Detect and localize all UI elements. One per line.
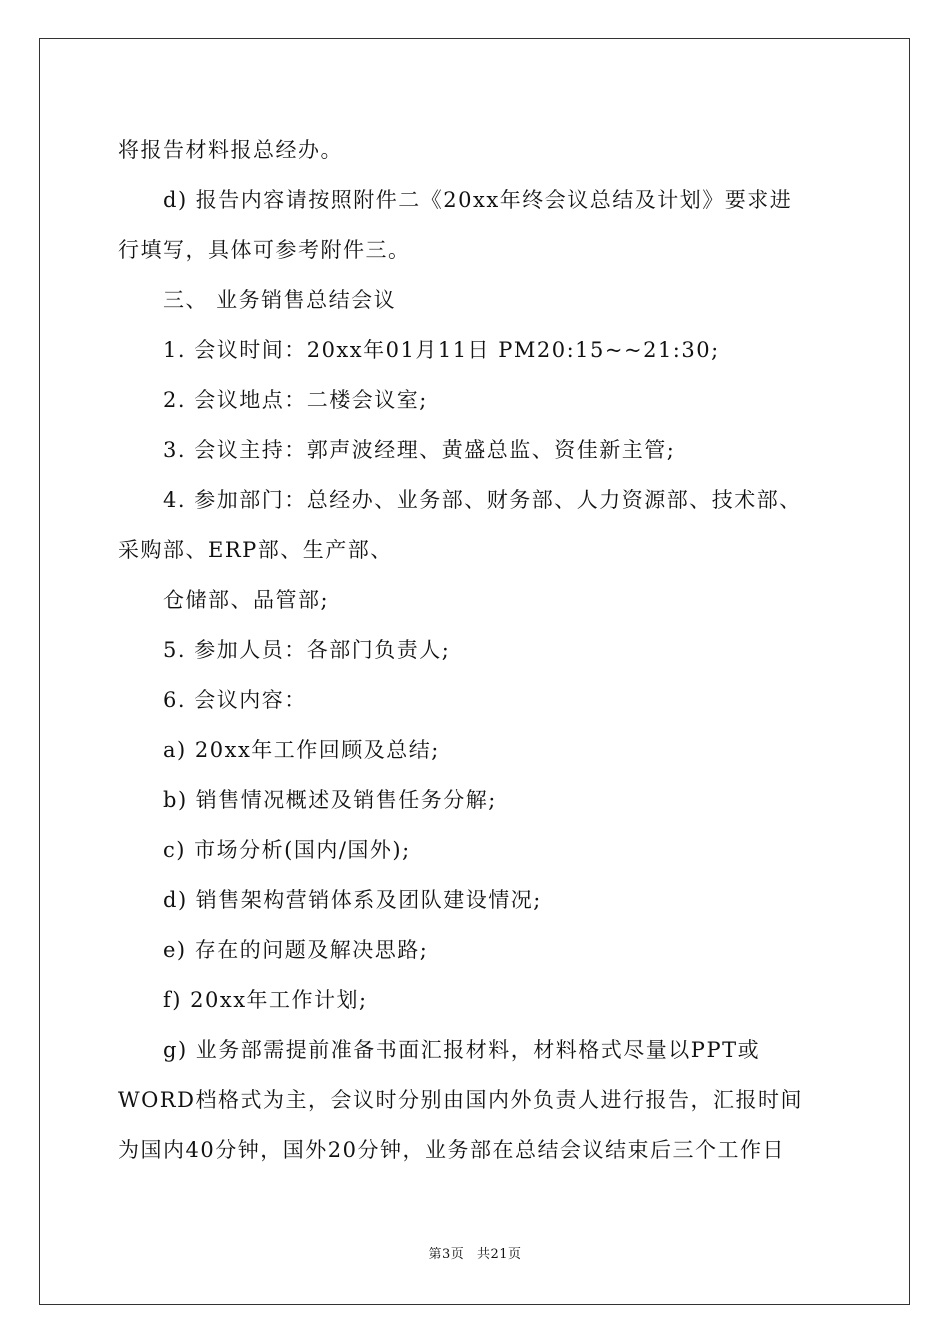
- page-border: [39, 38, 910, 1305]
- text-line: 6. 会议内容：: [163, 688, 307, 712]
- text-line: d) 报告内容请按照附件二《20xx年终会议总结及计划》要求进: [163, 188, 793, 212]
- text-line: 1. 会议时间：20xx年01月11日 PM20:15~~21:30;: [163, 338, 720, 362]
- text-line: c) 市场分析(国内/国外);: [163, 838, 411, 862]
- text-line: d) 销售架构营销体系及团队建设情况;: [163, 888, 542, 912]
- text-line: 3. 会议主持：郭声波经理、黄盛总监、资佳新主管;: [163, 438, 676, 462]
- text-line: 行填写，具体可参考附件三。: [118, 238, 411, 262]
- section-heading: 三、 业务销售总结会议: [163, 288, 397, 312]
- text-line: 将报告材料报总经办。: [118, 138, 343, 162]
- text-line: e) 存在的问题及解决思路;: [163, 938, 429, 962]
- text-line: f) 20xx年工作计划;: [163, 988, 368, 1012]
- text-line: b) 销售情况概述及销售任务分解;: [163, 788, 497, 812]
- text-line: g) 业务部需提前准备书面汇报材料，材料格式尽量以PPT或: [163, 1038, 761, 1062]
- text-line: 仓储部、品管部;: [163, 588, 330, 612]
- text-line: 2. 会议地点：二楼会议室;: [163, 388, 428, 412]
- text-line: 为国内40分钟，国外20分钟，业务部在总结会议结束后三个工作日: [118, 1138, 785, 1162]
- page-footer: [0, 1246, 950, 1264]
- page-number: 第3页: [428, 1247, 465, 1262]
- page-total: 共21页: [476, 1247, 522, 1262]
- text-line: 4. 参加部门：总经办、业务部、财务部、人力资源部、技术部、: [163, 488, 802, 512]
- text-line: 采购部、ERP部、生产部、: [118, 538, 393, 562]
- text-line: a) 20xx年工作回顾及总结;: [163, 738, 440, 762]
- text-line: WORD档格式为主，会议时分别由国内外负责人进行报告，汇报时间: [118, 1088, 803, 1112]
- text-line: 5. 参加人员：各部门负责人;: [163, 638, 451, 662]
